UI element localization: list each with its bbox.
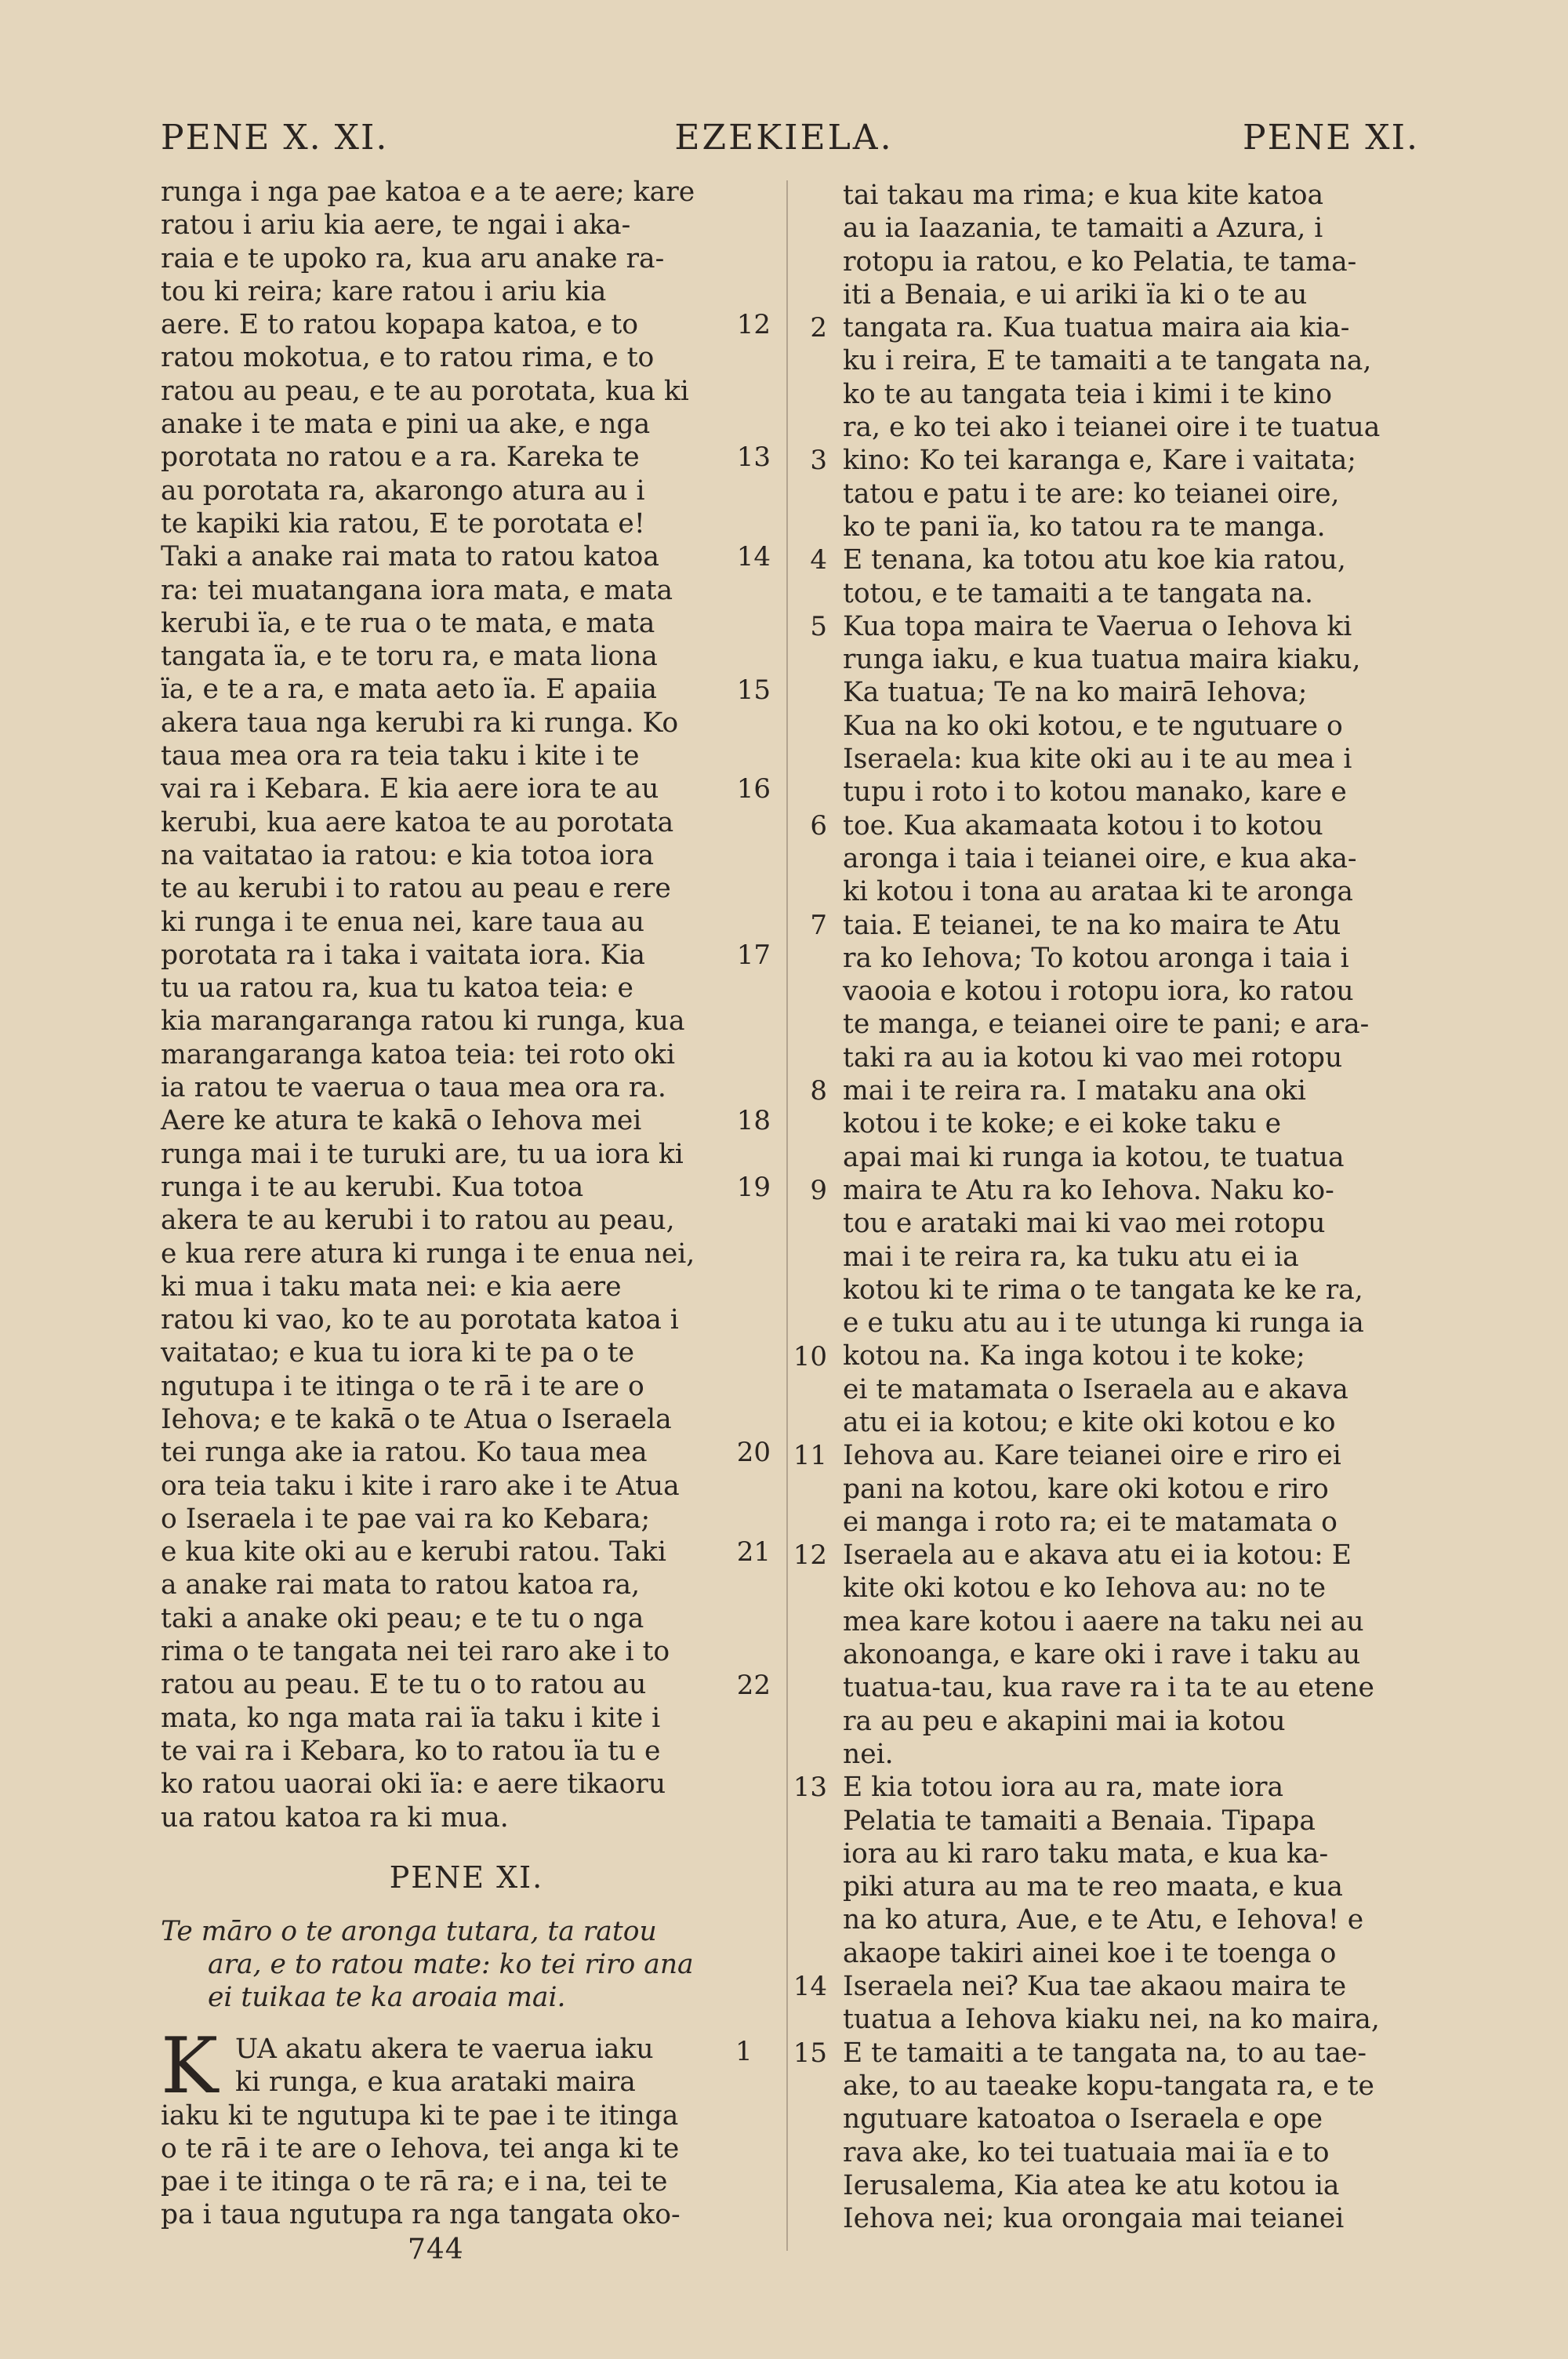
text-line: ki runga, e kua arataki maira [235,2066,636,2099]
page-number: 744 [408,2234,464,2266]
verse-number: 21 [736,1536,771,1568]
text-line: ki runga i te enua nei, kare taua au [161,906,645,938]
verse-number: 15 [736,674,771,706]
text-line: akera taua nga kerubi ra ki runga. Ko [161,707,679,739]
text-line: Iseraela: kua kite oki au i te au mea i [843,743,1352,776]
text-line: a anake rai mata to ratou katoa ra, [161,1569,641,1601]
verse-number: 10 [793,1340,827,1372]
text-line: tatou e patu i te are: ko teianei oire, [843,478,1340,510]
text-line: totou, e te tamaiti a te tangata na. [843,577,1313,609]
text-line: ki mua i taku mata nei: e kia aere [161,1270,622,1303]
text-line: ake, to au taeake kopu-tangata ra, e te [843,2070,1374,2102]
text-line: akera te au kerubi i to ratou au peau, [161,1205,675,1237]
text-line: Kua na ko oki kotou, e te ngutuare o [843,710,1343,742]
text-line: Iehova; e te kakā o te Atua o Iseraela [161,1403,672,1435]
text-line: runga mai i te turuki are, tu ua iora ki [161,1138,684,1170]
text-line: kotou na. Ka inga kotou i te koke; [843,1340,1305,1372]
text-line: iora au ki raro taku mata, e kua ka- [843,1837,1329,1870]
text-line: ïa, e te a ra, e mata aeto ïa. E apaiia [161,674,657,706]
verse-number: 2 [810,312,827,344]
text-line: ei te matamata o Iseraela au e akava [843,1373,1348,1405]
running-head-right: PENE XI. [1242,118,1419,158]
text-line: vai ra i Kebara. E kia aere iora te au [161,773,659,805]
text-line: Iseraela nei? Kua tae akaou maira te [843,1971,1347,2003]
text-line: apai mai ki runga ia kotou, te tuatua [843,1141,1345,1173]
text-line: iaku ki te ngutupa ki te pae i te itinga [161,2099,679,2132]
text-line: marangaranga katoa teia: tei roto oki [161,1038,676,1070]
chapter-title: PENE XI. [389,1860,544,1895]
text-line: ratou au peau, e te au porotata, kua ki [161,375,689,407]
text-line: aronga i taia i teianei oire, e kua aka- [843,842,1357,874]
verse-number: 20 [736,1437,771,1469]
text-line: toe. Kua akamaata kotou i to kotou [843,809,1323,841]
text-line: taua mea ora ra teia taku i kite i te [161,740,640,772]
verse-number: 1 [735,2036,753,2067]
text-line: piki atura au ma te reo maata, e kua [843,1871,1343,1903]
verse-number: 14 [736,541,771,573]
text-line: vaitatao; e kua tu iora ki te pa o te [161,1337,635,1369]
summary-line: ara, e to ratou mate: ko tei riro ana [208,1949,694,1980]
verse-number: 9 [810,1175,827,1206]
text-line: atu ei ia kotou; e kite oki kotou e ko [843,1406,1336,1438]
text-line: kotou i te koke; e ei koke taku e [843,1108,1282,1140]
running-head-left: PENE X. XI. [161,118,389,158]
text-line: ora teia taku i kite i raro ake i te Atua [161,1470,680,1502]
text-line: au ia Iaazania, te tamaiti a Azura, i [843,213,1323,245]
text-line: akonoanga, e kare oki i rave i taku au [843,1639,1361,1671]
text-line: pani na kotou, kare oki kotou e riro [843,1473,1329,1505]
text-line: au porotata ra, akarongo atura au i [161,474,645,507]
text-line: ra ko Iehova; To kotou aronga i taia i [843,942,1349,974]
text-line: Ka tuatua; Te na ko mairā Iehova; [843,677,1308,709]
text-line: taia. E teianei, te na ko maira te Atu [843,909,1341,941]
text-line: ratou mokotua, e to ratou rima, e to [161,342,655,374]
text-line: ko te pani ïa, ko tatou ra te manga. [843,511,1326,543]
text-line: pa i taua ngutupa ra nga tangata oko- [161,2199,681,2231]
text-line: iti a Benaia, e ui ariki ïa ki o te au [843,278,1308,311]
text-line: porotata no ratou e a ra. Kareka te [161,442,640,474]
text-line: mata, ko nga mata rai ïa taku i kite i [161,1702,661,1734]
text-line: e kua rere atura ki runga i te enua nei, [161,1238,695,1270]
text-line: rava ake, ko tei tuatuaia mai ïa e to [843,2136,1330,2168]
text-line: Iseraela au e akava atu ei ia kotou: E [843,1539,1352,1572]
text-line: Iehova nei; kua orongaia mai teianei [843,2203,1345,2235]
text-line: tangata ïa, e te toru ra, e mata liona [161,641,658,673]
text-line: ra, e ko tei ako i teianei oire i te tuatua [843,412,1381,444]
text-line: ra au peu e akapini mai ia kotou [843,1705,1286,1737]
text-line: raia e te upoko ra, kua aru anake ra- [161,242,665,274]
text-line: te vai ra i Kebara, ko to ratou ïa tu e [161,1735,661,1767]
text-line: ngutupa i te itinga o te rā i te are o [161,1370,644,1402]
text-line: ei manga i roto ra; ei te matamata o [843,1506,1338,1538]
text-line: mai i te reira ra. I mataku ana oki [843,1075,1306,1107]
text-line: kerubi, kua aere katoa te au porotata [161,806,674,838]
text-line: taki ra au ia kotou ki vao mei rotopu [843,1041,1343,1074]
right-column-text [843,179,1407,2235]
text-line: tou e arataki mai ki vao mei rotopu [843,1208,1326,1240]
text-line: o te rā i te are o Iehova, tei anga ki te [161,2132,680,2165]
text-line: tupu i roto i to kotou manako, kare e [843,776,1347,809]
text-line: runga i te au kerubi. Kua totoa [161,1171,584,1203]
verse-number: 13 [793,1772,827,1804]
text-line: maira te Atu ra ko Iehova. Naku ko- [843,1174,1334,1206]
text-line: mea kare kotou i aaere na taku nei au [843,1605,1364,1637]
text-line: ku i reira, E te tamaiti a te tangata na, [843,345,1372,377]
drop-cap: K [161,2022,219,2111]
summary-line: ei tuikaa te ka aroaia mai. [208,1982,566,2013]
chapter-opening [161,2022,772,2232]
text-line: tai takau ma rima; e kua kite katoa [843,180,1324,211]
chapter-summary [161,1915,733,2014]
verse-number: 17 [736,939,771,971]
verse-number: 12 [736,309,771,341]
text-line: ngutuare katoatoa o Iseraela e ope [843,2103,1323,2135]
text-line: vaooia e kotou i rotopu iora, ko ratou [843,976,1354,1008]
text-line: E te tamaiti a te tangata na, to au tae- [843,2037,1367,2069]
verse-number: 4 [810,544,827,576]
text-line: na vaitatao ia ratou: e kia totoa iora [161,839,655,871]
verse-number: 22 [736,1669,771,1701]
text-line: tu ua ratou ra, kua tu katoa teia: e [161,972,633,1005]
text-line: Ierusalema, Kia atea ke atu kotou ia [843,2169,1340,2201]
text-line: Pelatia te tamaiti a Benaia. Tipapa [843,1805,1316,1837]
text-line: pae i te itinga o te rā ra; e i na, tei te [161,2166,668,2198]
left-column-text [161,176,772,1834]
verse-number: 6 [810,809,827,841]
text-line: ra: tei muatangana iora mata, e mata [161,574,673,606]
text-line: tou ki reira; kare ratou i ariu kia [161,275,607,307]
verse-number: 18 [736,1105,771,1137]
verse-number: 13 [736,442,771,474]
text-line: ratou au peau. E te tu o to ratou au [161,1669,647,1701]
verse-number: 11 [793,1440,827,1472]
text-line: E kia totou iora au ra, mate iora [843,1772,1284,1804]
text-line: na ko atura, Aue, e te Atu, e Iehova! e [843,1904,1364,1936]
text-line: te au kerubi i to ratou au peau e rere [161,873,671,905]
text-line: ko ratou uaorai oki ïa: e aere tikaoru [161,1768,666,1801]
text-line: Taki a anake rai mata to ratou katoa [161,541,659,573]
text-line: o Iseraela i te pae vai ra ko Kebara; [161,1503,651,1535]
text-line: kerubi ïa, e te rua o te mata, e mata [161,607,655,639]
column-divider [786,180,788,2251]
summary-line: Te māro o te aronga tutara, ta ratou [161,1916,657,1947]
verse-number: 8 [810,1075,827,1107]
verse-number: 16 [736,773,771,805]
text-line: e kua kite oki au e kerubi ratou. Taki [161,1536,666,1568]
text-line: kite oki kotou e ko Iehova au: no te [843,1572,1327,1605]
verse-number: 15 [793,2037,827,2069]
verse-number: 19 [736,1172,771,1203]
text-line: Kua topa maira te Vaerua o Iehova ki [843,610,1352,642]
text-line: kino: Ko tei karanga e, Kare i vaitata; [843,445,1356,477]
text-line: Aere ke atura te kakā o Iehova mei [161,1105,642,1137]
text-line: e e tuku atu au i te utunga ki runga ia [843,1307,1364,1339]
text-line: aere. E to ratou kopapa katoa, e to [161,309,639,341]
text-line: mai i te reira ra, ka tuku atu ei ia [843,1241,1299,1273]
running-head-title: EZEKIELA. [674,118,894,158]
text-line: E tenana, ka totou atu koe kia ratou, [843,544,1346,576]
text-line: ratou i ariu kia aere, te ngai i aka- [161,209,631,242]
text-line: tei runga ake ia ratou. Ko taua mea [161,1437,648,1469]
text-line: ki kotou i tona au arataa ki te aronga [843,876,1354,908]
verse-number: 5 [810,610,827,642]
text-line: tuatua-tau, kua rave ra i ta te au etene [843,1672,1374,1704]
text-line: akaope takiri ainei koe i te toenga o [843,1937,1337,1969]
text-line: nei. [843,1738,894,1770]
text-line: runga i nga pae katoa e a te aere; kare [161,176,695,208]
text-line: ko te au tangata teia i kimi i te kino [843,378,1333,410]
text-line: tangata ra. Kua tuatua maira aia kia- [843,312,1350,344]
text-line: anake i te mata e pini ua ake, e nga [161,409,651,441]
verse-number: 14 [793,1971,827,2003]
text-line: te manga, e teianei oire te pani; e ara- [843,1009,1370,1041]
text-line: UA akatu akera te vaerua iaku [235,2034,654,2065]
text-line: runga iaku, e kua tuatua maira kiaku, [843,644,1361,676]
text-line: tuatua a Iehova kiaku nei, na ko maira, [843,2004,1380,2036]
text-line: taki a anake oki peau; e te tu o nga [161,1602,644,1634]
verse-number: 7 [810,909,827,941]
text-line: rima o te tangata nei tei raro ake i to [161,1636,670,1668]
text-line: ia ratou te vaerua o taua mea ora ra. [161,1072,666,1104]
verse-number: 12 [793,1539,827,1572]
text-line: porotata ra i taka i vaitata iora. Kia [161,939,645,971]
text-line: kotou ki te rima o te tangata ke ke ra, [843,1274,1363,1306]
text-line: ratou ki vao, ko te au porotata katoa i [161,1304,679,1336]
text-line: kia marangaranga ratou ki runga, kua [161,1005,685,1038]
text-line: rotopu ia ratou, e ko Pelatia, te tama- [843,245,1357,278]
text-line: ua ratou katoa ra ki mua. [161,1801,509,1834]
verse-number: 3 [810,445,827,477]
text-line: Iehova au. Kare teianei oire e riro ei [843,1440,1341,1472]
text-line: te kapiki kia ratou, E te porotata e! [161,507,645,540]
